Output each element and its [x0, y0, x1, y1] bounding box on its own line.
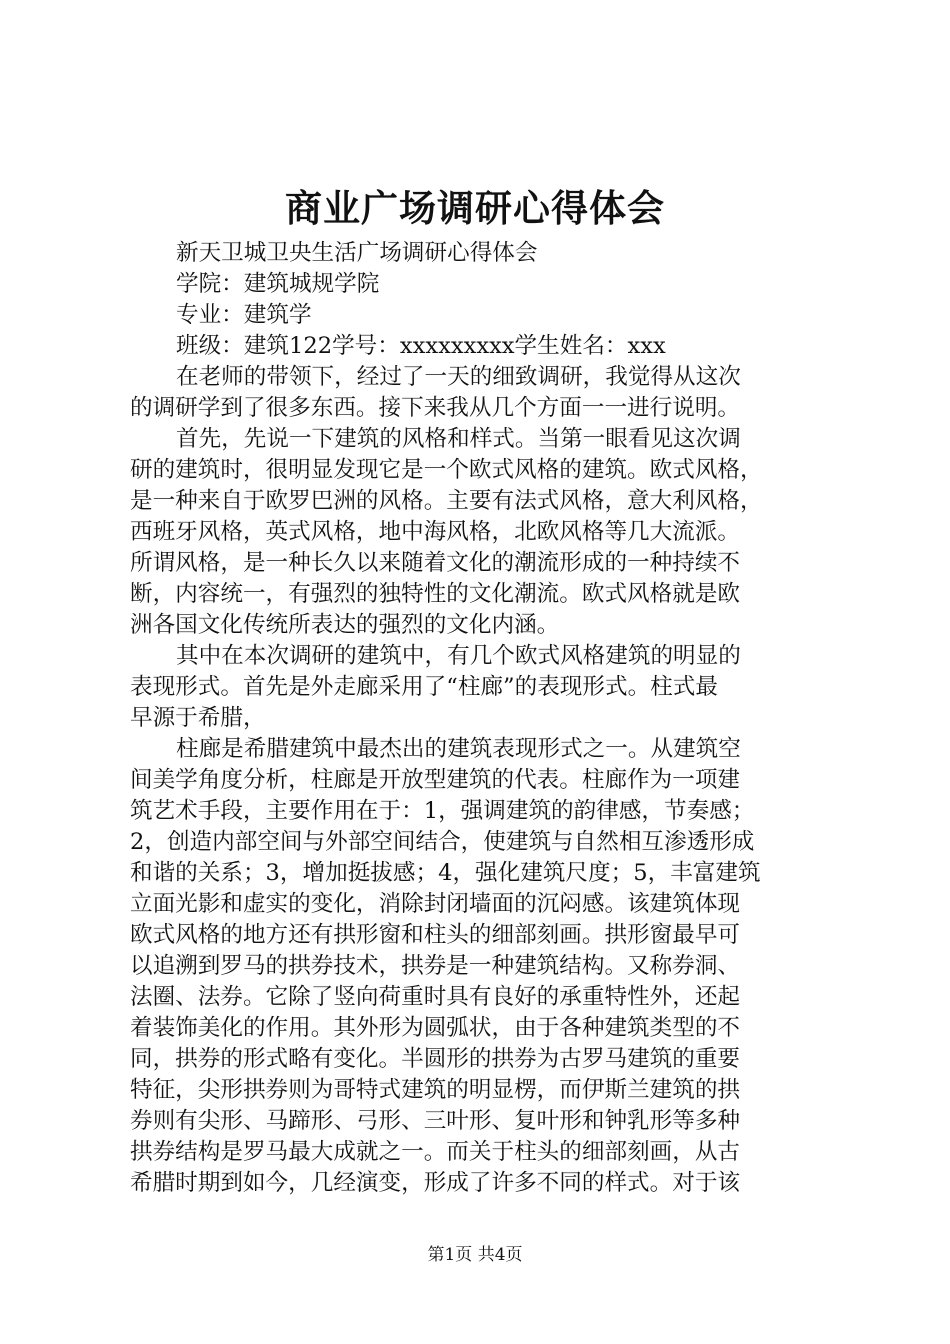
body-line: 西班牙风格，英式风格，地中海风格，北欧风格等几大流派。 [130, 519, 741, 545]
body-line: 所谓风格，是一种长久以来随着文化的潮流形成的一种持续不 [130, 550, 741, 576]
body-line: 是一种来自于欧罗巴洲的风格。主要有法式风格，意大利风格， [130, 488, 763, 514]
body-line: 筑艺术手段，主要作用在于：1，强调建筑的韵律感，节奏感； [130, 798, 755, 824]
body-line: 立面光影和虚实的变化，消除封闭墙面的沉闷感。该建筑体现 [130, 891, 741, 917]
body-line: 着装饰美化的作用。其外形为圆弧状，由于各种建筑类型的不 [130, 1015, 741, 1041]
body-line: 班级：建筑122学号：xxxxxxxxx学生姓名：xxx [176, 333, 666, 359]
body-line: 欧式风格的地方还有拱形窗和柱头的细部刻画。拱形窗最早可 [130, 922, 741, 948]
body-line: 专业：建筑学 [176, 302, 312, 328]
body-line: 表现形式。首先是外走廊采用了“柱廊”的表现形式。柱式最 [130, 674, 718, 700]
body-line: 研的建筑时，很明显发现它是一个欧式风格的建筑。欧式风格， [130, 457, 763, 483]
document-title: 商业广场调研心得体会 [285, 186, 665, 230]
document-body [130, 238, 835, 1199]
body-line: 券则有尖形、马蹄形、弓形、三叶形、复叶形和钟乳形等多种 [130, 1108, 741, 1134]
body-line: 法圈、法券。它除了竖向荷重时具有良好的承重特性外，还起 [130, 984, 741, 1010]
body-line: 2，创造内部空间与外部空间结合，使建筑与自然相互渗透形成 [130, 829, 755, 855]
body-line: 在老师的带领下，经过了一天的细致调研，我觉得从这次 [176, 364, 741, 390]
body-line: 洲各国文化传统所表达的强烈的文化内涵。 [130, 612, 560, 638]
body-line: 新天卫城卫央生活广场调研心得体会 [176, 240, 538, 266]
body-line: 断，内容统一，有强烈的独特性的文化潮流。欧式风格就是欧 [130, 581, 741, 607]
body-line: 和谐的关系；3，增加挺拔感；4，强化建筑尺度；5，丰富建筑 [130, 860, 761, 886]
body-line: 以追溯到罗马的拱券技术，拱券是一种建筑结构。又称券洞、 [130, 953, 741, 979]
page-footer: 第1页 共4页 [427, 1245, 523, 1265]
body-line: 柱廊是希腊建筑中最杰出的建筑表现形式之一。从建筑空 [176, 736, 741, 762]
body-line: 早源于希腊， [130, 705, 266, 731]
body-line: 其中在本次调研的建筑中，有几个欧式风格建筑的明显的 [176, 643, 741, 669]
body-line: 学院：建筑城规学院 [176, 271, 380, 297]
body-line: 的调研学到了很多东西。接下来我从几个方面一一进行说明。 [130, 395, 741, 421]
body-line: 希腊时期到如今，几经演变，形成了许多不同的样式。对于该 [130, 1170, 741, 1196]
body-line: 间美学角度分析，柱廊是开放型建筑的代表。柱廊作为一项建 [130, 767, 741, 793]
body-line: 首先，先说一下建筑的风格和样式。当第一眼看见这次调 [176, 426, 741, 452]
body-line: 同，拱券的形式略有变化。半圆形的拱券为古罗马建筑的重要 [130, 1046, 741, 1072]
body-line: 拱券结构是罗马最大成就之一。而关于柱头的细部刻画，从古 [130, 1139, 741, 1165]
body-line: 特征，尖形拱券则为哥特式建筑的明显楞，而伊斯兰建筑的拱 [130, 1077, 741, 1103]
